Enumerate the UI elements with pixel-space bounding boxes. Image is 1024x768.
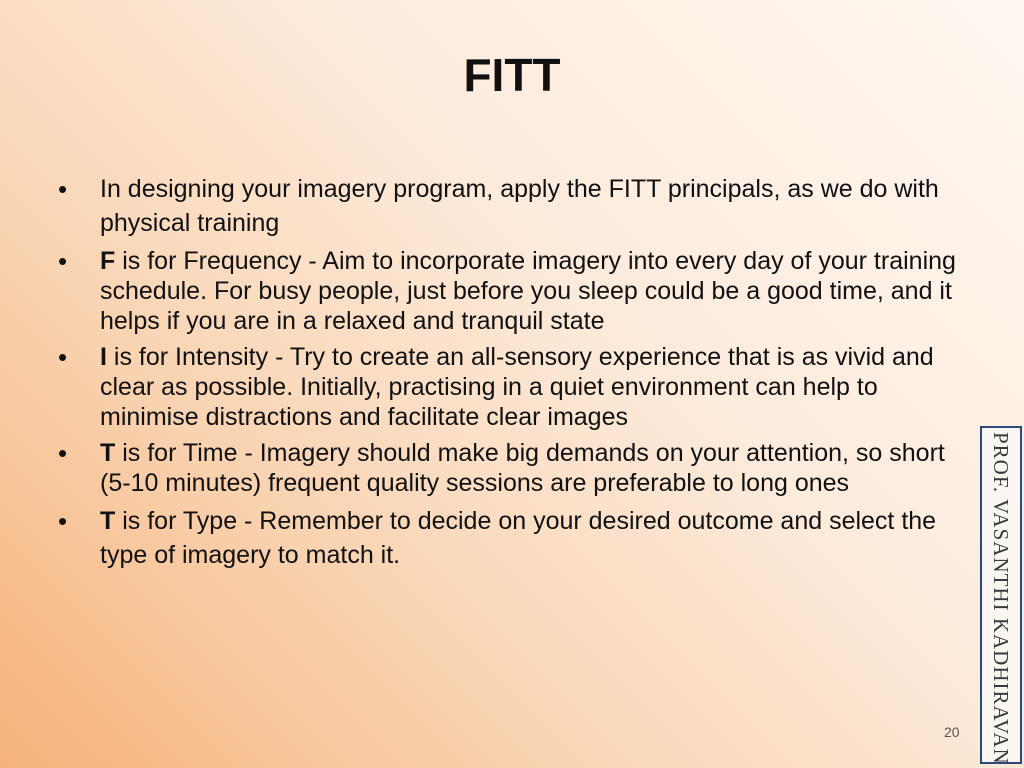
bullet-keyword: F bbox=[100, 247, 116, 275]
bullet-item bbox=[58, 172, 958, 240]
bullet-keyword: T bbox=[100, 439, 116, 467]
slide-title: FITT bbox=[463, 49, 561, 101]
bullet-item bbox=[58, 342, 958, 432]
bullet-dot: • bbox=[58, 438, 68, 468]
bullet-text: is for Frequency - Aim to incorporate imagery into every day of your training schedule. For busy people, just before you sleep could be a good time, and it helps if you are in a relaxed and tranquil state bbox=[100, 247, 956, 335]
bullet-item bbox=[58, 504, 958, 572]
bullet-text: In designing your imagery program, apply the FITT principals, as we do with physical training bbox=[100, 175, 939, 237]
bullet-dot: • bbox=[58, 342, 68, 372]
bullet-item bbox=[58, 246, 958, 336]
bullet-text: is for Intensity - Try to create an all-sensory experience that is as vivid and clear as possible. Initially, practising in a quiet environment can help to minimise distractions and facilitate clear images bbox=[100, 343, 934, 431]
author-watermark-box bbox=[980, 426, 1022, 764]
bullet-text: is for Type - Remember to decide on your desired outcome and select the type of imagery to match it. bbox=[100, 507, 937, 569]
bullet-keyword: T bbox=[100, 507, 116, 535]
bullet-list bbox=[58, 172, 958, 578]
bullet-dot: • bbox=[58, 174, 68, 204]
bullet-text: is for Time - Imagery should make big demands on your attention, so short (5-10 minutes) frequent quality sessions are preferable to long ones bbox=[100, 439, 945, 497]
author-watermark: PROF. VASANTHI KADHIRAVAN bbox=[989, 432, 1013, 765]
bullet-dot: • bbox=[58, 506, 68, 536]
bullet-item bbox=[58, 438, 958, 498]
bullet-dot: • bbox=[58, 246, 68, 276]
bullet-keyword: I bbox=[100, 343, 107, 371]
page-number: 20 bbox=[944, 724, 960, 740]
